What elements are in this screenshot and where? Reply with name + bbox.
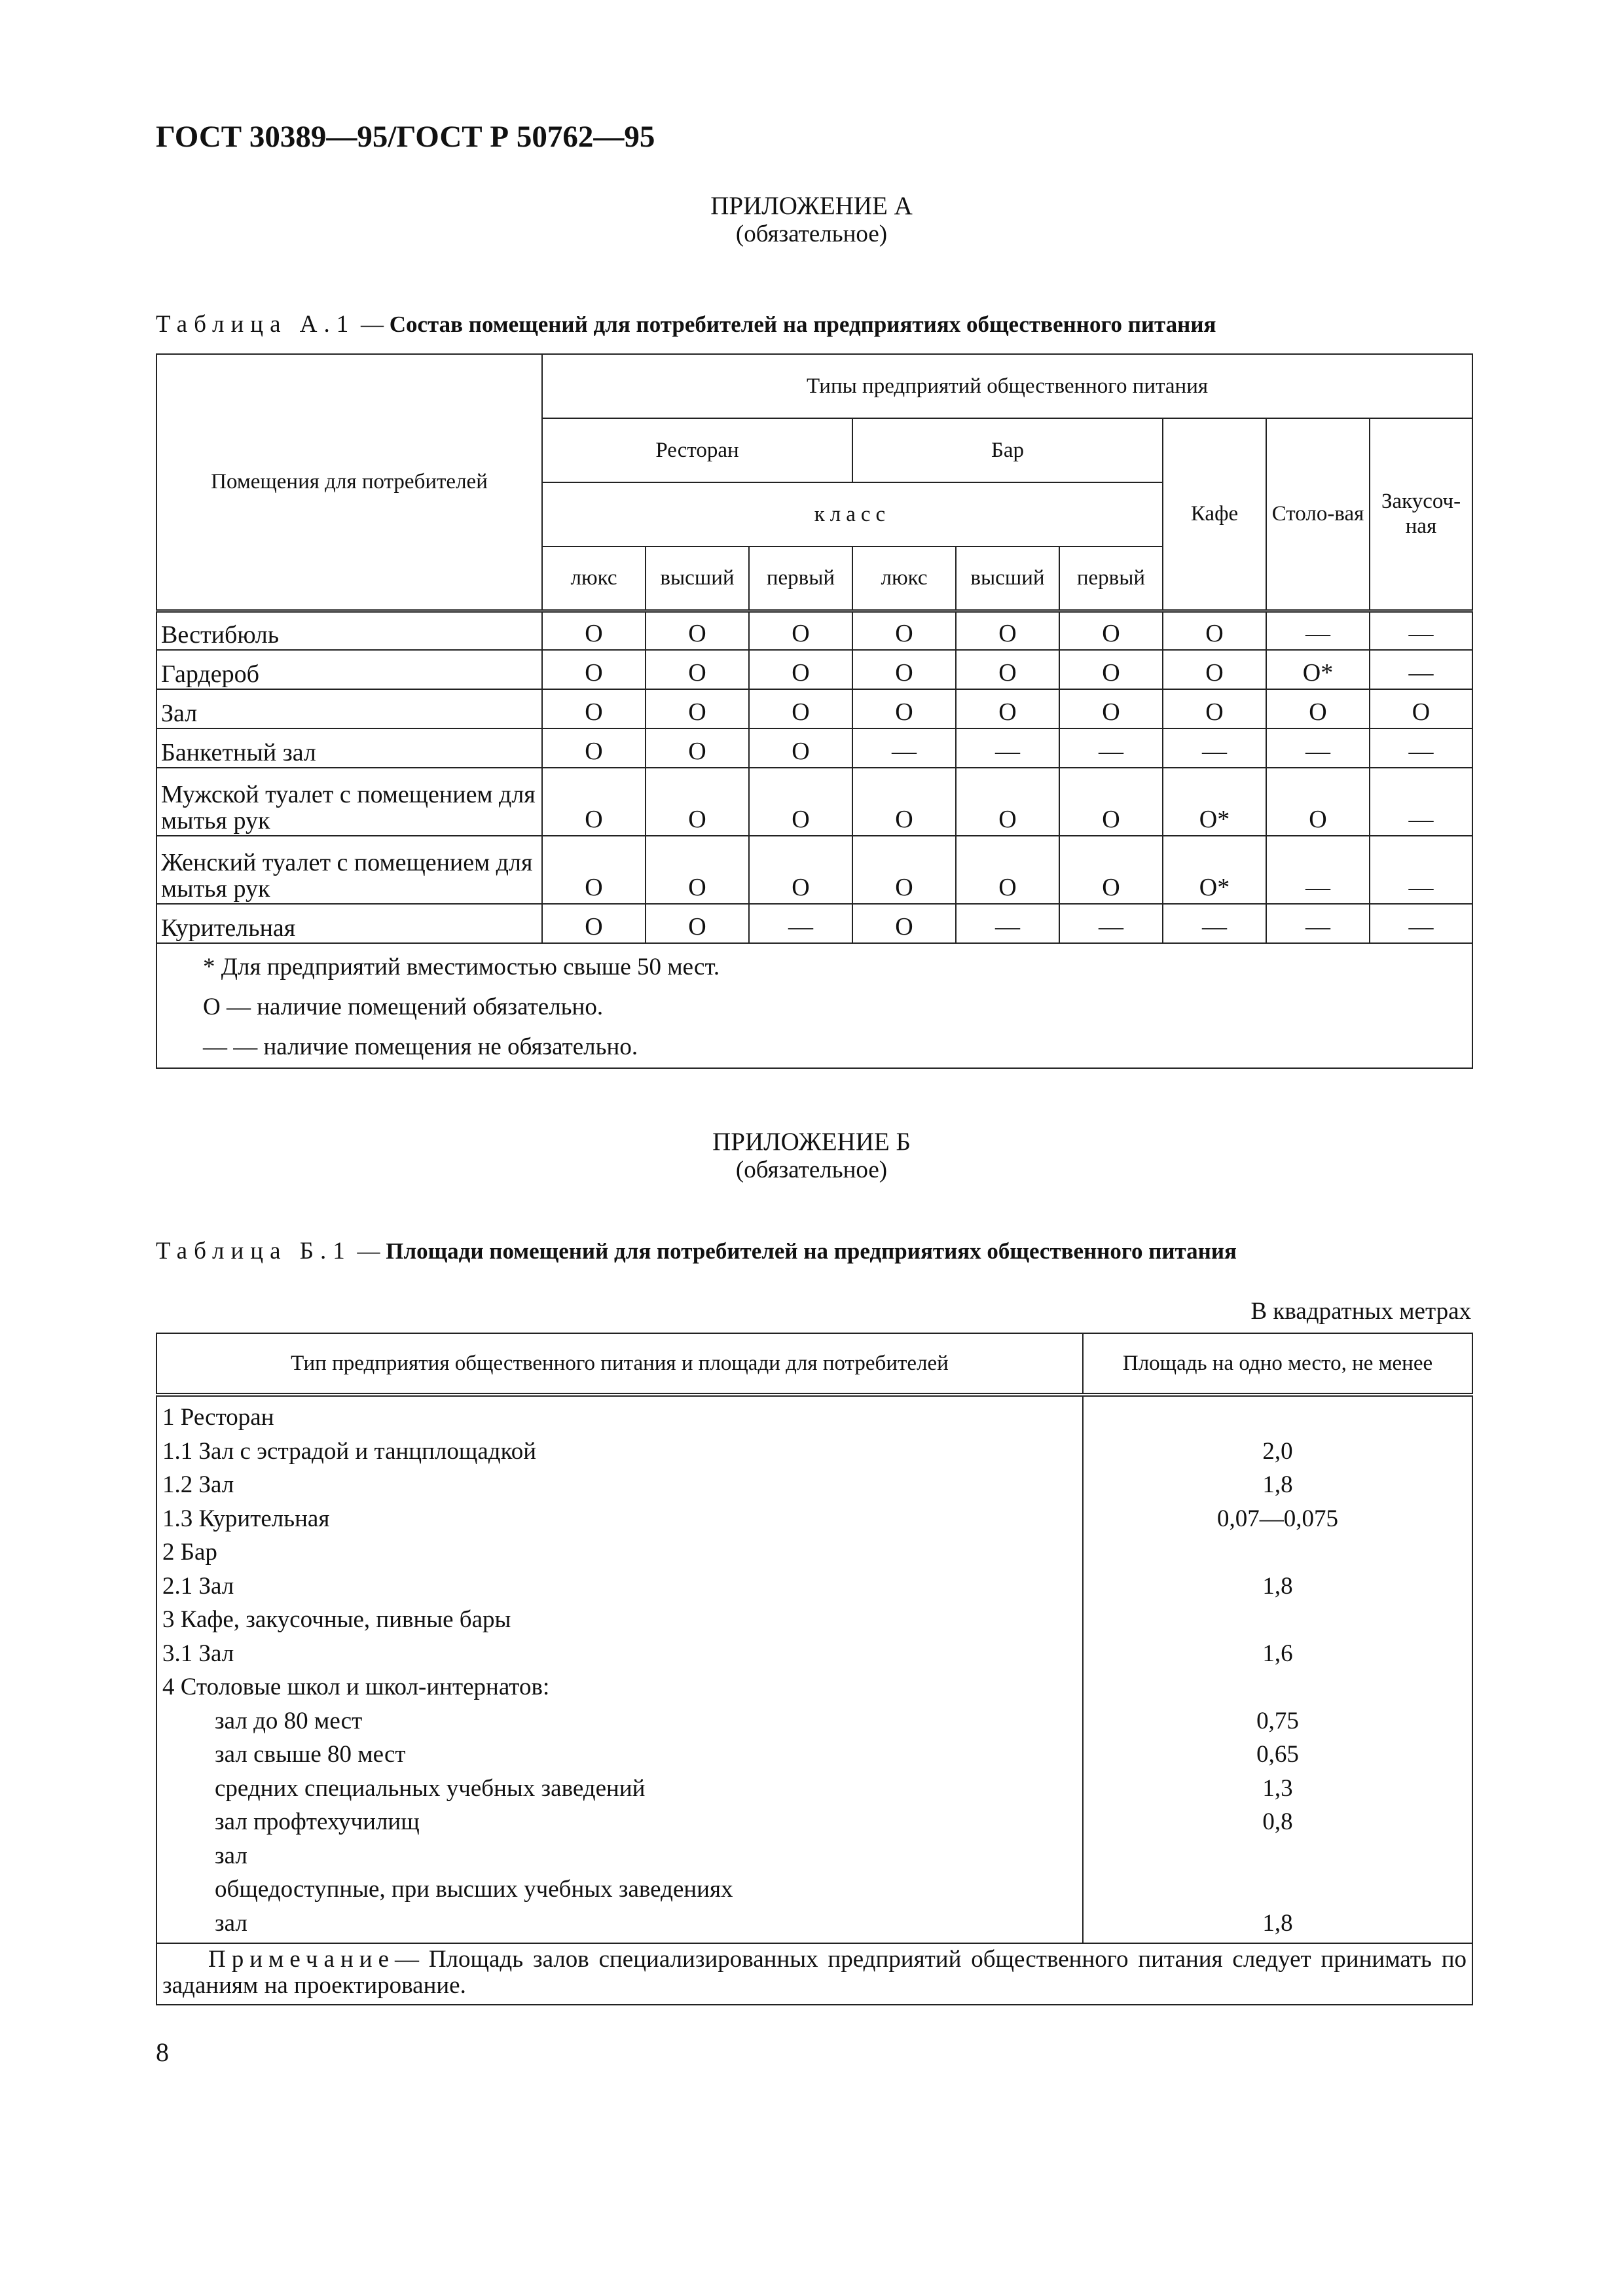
cell: — — [1266, 904, 1370, 943]
cell: О — [542, 611, 646, 650]
cell: О — [956, 836, 1059, 904]
table-row — [156, 689, 1472, 728]
cell: — — [1370, 836, 1472, 904]
list-item: 1.1 Зал с эстрадой и танцплощадкой — [162, 1437, 536, 1465]
cell: О — [749, 611, 852, 650]
table-row — [156, 904, 1472, 943]
area-value — [1089, 1401, 1467, 1435]
cell: — — [956, 728, 1059, 768]
row-label: Мужской туалет с помещением для мытья рук — [156, 768, 542, 836]
header-higher: высший — [956, 547, 1059, 611]
cell: — — [852, 728, 956, 768]
appendix-b-title: ПРИЛОЖЕНИЕ Б — [712, 1128, 911, 1156]
cell: О — [542, 904, 646, 943]
cell: О — [646, 611, 749, 650]
table-row — [156, 611, 1472, 650]
table-b — [156, 1333, 1473, 2005]
note-asterisk: * Для предприятий вместимостью свыше 50 мест. — [203, 954, 720, 980]
area-value: 1,8 — [1262, 1471, 1293, 1498]
cell: — — [1163, 728, 1266, 768]
cell: О — [646, 836, 749, 904]
cell: О — [542, 650, 646, 689]
appendix-b-subtitle: (обязательное) — [735, 1157, 888, 1183]
list-item: зал до 80 мест — [215, 1707, 363, 1734]
table-a — [156, 353, 1473, 1069]
area-value — [1089, 1535, 1467, 1570]
cell: О — [1163, 650, 1266, 689]
header-restaurant: Ресторан — [542, 418, 852, 482]
cell: О — [852, 904, 956, 943]
cell: О — [852, 836, 956, 904]
cell: О — [1059, 611, 1163, 650]
list-item: 2 Бар — [162, 1539, 217, 1566]
area-value: 0,75 — [1256, 1707, 1299, 1734]
area-value: 2,0 — [1262, 1437, 1293, 1465]
cell: — — [1266, 611, 1370, 650]
area-value — [1089, 1839, 1467, 1873]
cell: — — [1370, 904, 1472, 943]
header-lux: люкс — [542, 547, 646, 611]
header-snack: Закусоч-ная — [1370, 418, 1472, 611]
cell: О* — [1163, 836, 1266, 904]
list-item: средних специальных учебных заведений — [215, 1774, 646, 1802]
header-area: Площадь на одно место, не менее — [1083, 1333, 1472, 1395]
list-item: 1.3 Курительная — [162, 1505, 330, 1532]
cell: О — [646, 728, 749, 768]
area-value: 1,8 — [1262, 1909, 1293, 1937]
area-value — [1089, 1670, 1467, 1704]
cell: О — [1266, 689, 1370, 728]
cell: О — [956, 650, 1059, 689]
list-item: 2.1 Зал — [162, 1572, 234, 1600]
cell: О — [956, 611, 1059, 650]
list-item: общедоступные, при высших учебных заведениях — [215, 1876, 733, 1903]
cell: О — [542, 768, 646, 836]
cell: О — [646, 768, 749, 836]
table-row — [156, 768, 1472, 836]
cell: О* — [1163, 768, 1266, 836]
cell: — — [1059, 904, 1163, 943]
area-value: 1,6 — [1262, 1640, 1293, 1667]
list-item: 4 Столовые школ и школ-интернатов: — [162, 1674, 550, 1700]
cell: О — [1163, 689, 1266, 728]
header-lux: люкс — [852, 547, 956, 611]
cell: О — [749, 689, 852, 728]
cell: О — [852, 650, 956, 689]
row-label: Банкетный зал — [156, 728, 542, 768]
cell: О — [749, 650, 852, 689]
header-class: класс — [542, 482, 1163, 547]
cell: — — [1059, 728, 1163, 768]
table-a-caption: Таблица А.1 — Состав помещений для потребителей на предприятиях общественного питания — [156, 311, 1216, 338]
type-column — [156, 1395, 1083, 1943]
cell: О — [1059, 650, 1163, 689]
table-row — [156, 836, 1472, 904]
list-item: зал — [215, 1909, 247, 1937]
cell: О — [1059, 689, 1163, 728]
cell: — — [1163, 904, 1266, 943]
area-value: 0,65 — [1256, 1741, 1299, 1768]
area-value: 1,3 — [1262, 1774, 1293, 1802]
cell: О — [1266, 768, 1370, 836]
appendix-a-subtitle: (обязательное) — [735, 221, 888, 247]
cell: О — [749, 728, 852, 768]
cell: — — [1266, 836, 1370, 904]
cell: О — [542, 689, 646, 728]
cell: О — [852, 611, 956, 650]
list-item: 3.1 Зал — [162, 1640, 234, 1667]
header-type: Тип предприятия общественного питания и площади для потребителей — [156, 1333, 1083, 1395]
header-cafe: Кафе — [1163, 418, 1266, 611]
note-optional: — — наличие помещения не обязательно. — [203, 1033, 638, 1060]
notes-cell — [156, 943, 1472, 1068]
table-row — [156, 650, 1472, 689]
header-rooms: Помещения для потребителей — [156, 354, 542, 611]
units-label: В квадратных метрах — [1250, 1298, 1471, 1325]
cell: — — [1266, 728, 1370, 768]
list-item: 1 Ресторан — [162, 1404, 274, 1431]
cell: О — [646, 689, 749, 728]
cell: О — [1059, 768, 1163, 836]
cell: О — [956, 689, 1059, 728]
cell: О — [542, 836, 646, 904]
header-first: первый — [1059, 547, 1163, 611]
row-label: Вестибюль — [156, 611, 542, 650]
area-value — [1089, 1603, 1467, 1637]
list-item: 3 Кафе, закусочные, пивные бары — [162, 1606, 511, 1633]
list-item: зал свыше 80 мест — [215, 1741, 406, 1768]
table-b-note: Примечание— Площадь залов специализированных предприятий общественного питания следует принимать по заданиям на проектирование. — [156, 1943, 1472, 2005]
header-types: Типы предприятий общественного питания — [542, 354, 1472, 418]
cell: О — [1059, 836, 1163, 904]
area-column — [1083, 1395, 1472, 1943]
header-bar: Бар — [852, 418, 1163, 482]
list-item: 1.2 Зал — [162, 1471, 234, 1498]
area-value: 0,07—0,075 — [1217, 1505, 1338, 1532]
row-label: Гардероб — [156, 650, 542, 689]
area-value: 1,8 — [1262, 1572, 1293, 1600]
header-canteen: Столо-вая — [1266, 418, 1370, 611]
cell: — — [1370, 728, 1472, 768]
area-value — [1089, 1873, 1467, 1907]
cell: — — [749, 904, 852, 943]
cell: — — [1370, 650, 1472, 689]
page-number: 8 — [156, 2037, 169, 2067]
cell: — — [1370, 768, 1472, 836]
appendix-a-title: ПРИЛОЖЕНИЕ А — [710, 192, 913, 220]
table-notes — [156, 943, 1472, 1068]
cell: О — [1163, 611, 1266, 650]
list-item: зал профтехучилищ — [215, 1808, 420, 1835]
row-label: Зал — [156, 689, 542, 728]
cell: О — [646, 650, 749, 689]
header-first: первый — [749, 547, 852, 611]
cell: О — [852, 689, 956, 728]
cell: О — [749, 836, 852, 904]
row-label: Курительная — [156, 904, 542, 943]
cell: О — [749, 768, 852, 836]
cell: О* — [1266, 650, 1370, 689]
area-value: 0,8 — [1262, 1808, 1293, 1835]
note-mandatory: О — наличие помещений обязательно. — [203, 994, 604, 1020]
row-label: Женский туалет с помещением для мытья рук — [156, 836, 542, 904]
list-item: зал — [215, 1842, 247, 1869]
cell: О — [1370, 689, 1472, 728]
table-b-caption: Таблица Б.1 — Площади помещений для потребителей на предприятиях общественного питания — [156, 1238, 1237, 1265]
document-header: ГОСТ 30389—95/ГОСТ Р 50762—95 — [156, 120, 655, 154]
cell: О — [956, 768, 1059, 836]
cell: О — [542, 728, 646, 768]
cell: О — [852, 768, 956, 836]
table-row — [156, 728, 1472, 768]
cell: О — [646, 904, 749, 943]
cell: — — [1370, 611, 1472, 650]
cell: — — [956, 904, 1059, 943]
header-higher: высший — [646, 547, 749, 611]
